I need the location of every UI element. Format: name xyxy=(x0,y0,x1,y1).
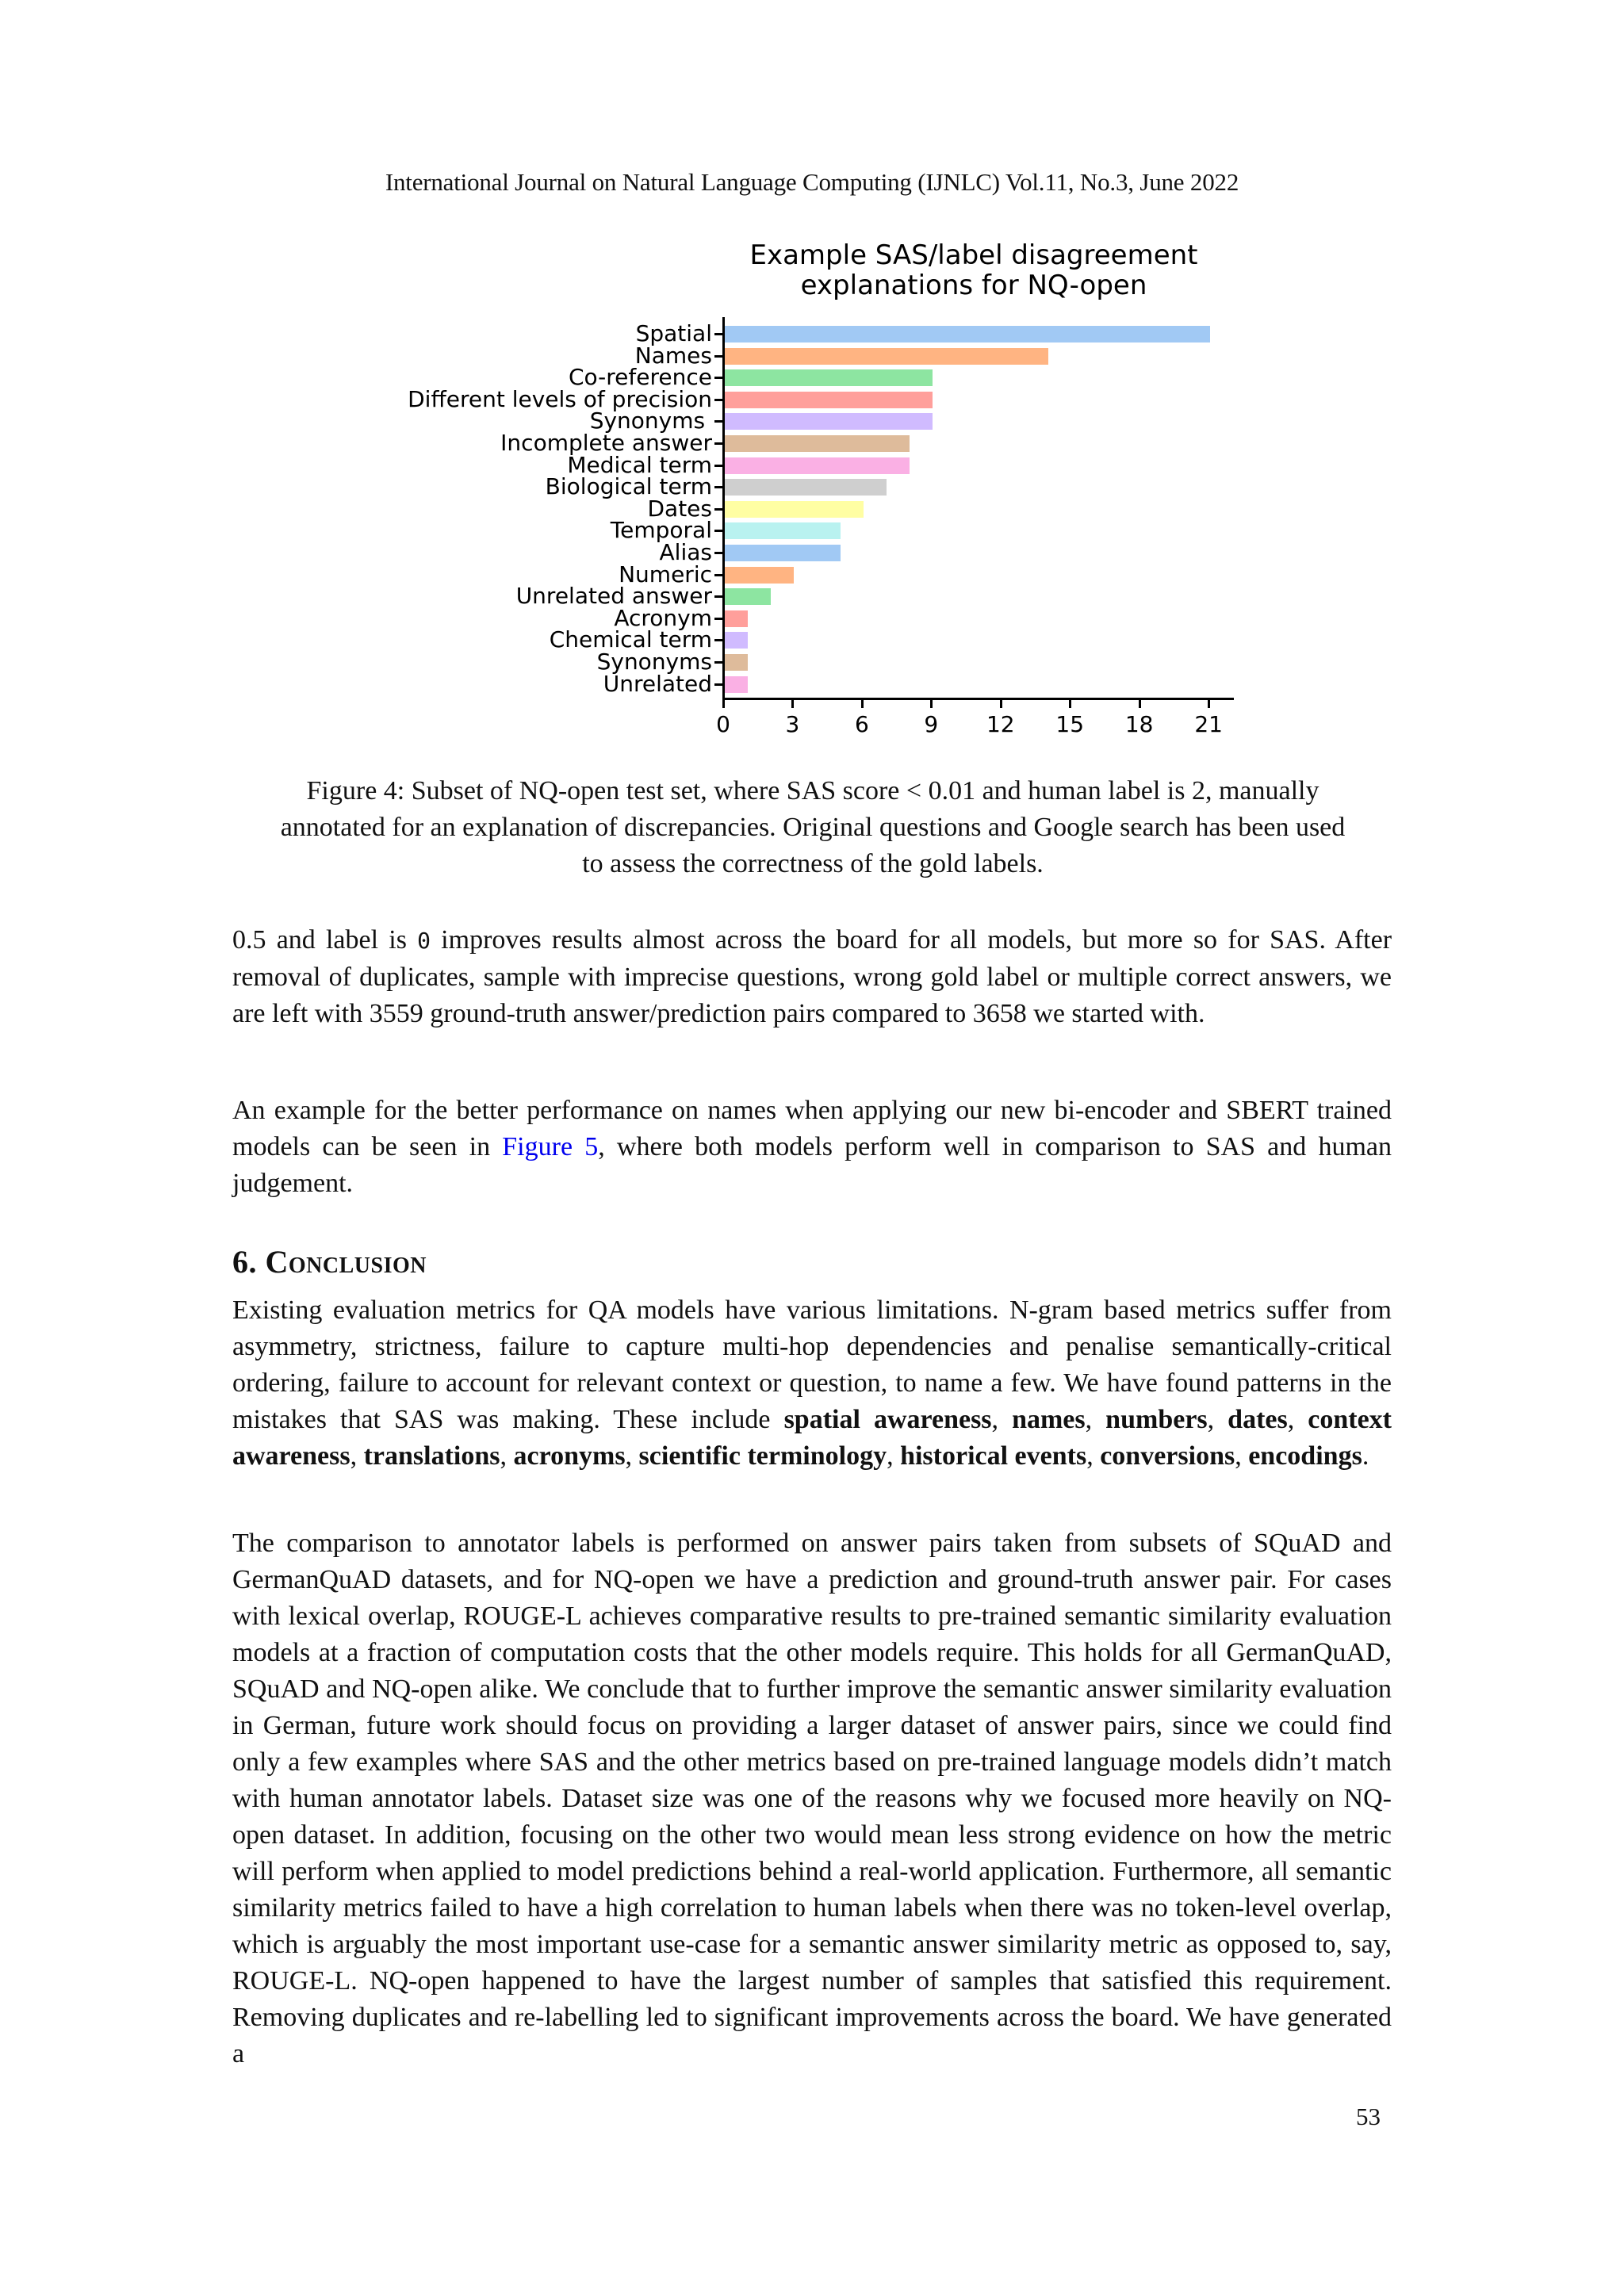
bar xyxy=(725,413,933,430)
y-tick-label: Acronym xyxy=(614,604,712,631)
x-tick-label: 12 xyxy=(986,711,1015,737)
para2-text-a: An example for the better performance on names when applying our new bi-encoder and SBERT trained models can be seen in xyxy=(232,1096,1392,1161)
bar xyxy=(725,588,771,605)
y-tick-label: Synonyms xyxy=(596,649,712,675)
bar xyxy=(725,632,748,649)
bold-term: conversions xyxy=(1100,1441,1235,1471)
bar xyxy=(725,435,910,452)
plot-area xyxy=(408,317,1234,737)
figure-caption xyxy=(222,773,1404,882)
chart-title-line-2: explanations for NQ-open xyxy=(800,270,1147,301)
y-tick-label: Incomplete answer xyxy=(500,430,712,456)
bar-row xyxy=(614,604,1234,631)
x-tick-label: 0 xyxy=(716,711,730,737)
bar xyxy=(725,479,887,496)
y-tick-label: Biological term xyxy=(545,473,712,500)
figure-4-chart xyxy=(0,0,1624,761)
paragraph-conclusion-1: Existing evaluation metrics for QA models have various limitations. N-gram based metrics suffer from asymmetry, strictness, failure to capture multi-hop dependencies and penalise semantically-critical ordering, failure to account for relevant context or question, to name a few. We have found patterns in the mistakes that SAS was making. These include spatial awareness, names, numbers, dates, context awareness, translations, acronyms, scientific terminology, historical events, conversions, encodings. xyxy=(232,1295,1392,1471)
bar-row xyxy=(500,430,1234,456)
y-tick-label: Chemical term xyxy=(549,626,712,653)
y-tick-label: Alias xyxy=(659,539,712,565)
y-tick xyxy=(714,552,722,554)
y-tick-label: Temporal xyxy=(610,517,712,544)
bold-term: scientific terminology xyxy=(638,1441,887,1471)
bar-row xyxy=(408,385,1234,412)
bar xyxy=(725,501,864,518)
y-tick-label: Medical term xyxy=(567,451,712,478)
bar-row xyxy=(603,670,1234,697)
chart-title xyxy=(657,240,1291,300)
running-header: International Journal on Natural Language Computing (IJNLC) Vol.11, No.3, June 2022 xyxy=(385,168,1239,196)
y-tick xyxy=(714,442,722,445)
bar-row xyxy=(659,539,1234,565)
bold-term: names xyxy=(1012,1405,1086,1434)
y-tick xyxy=(714,618,722,620)
paragraph-results xyxy=(232,922,1392,1032)
y-tick xyxy=(714,639,722,641)
para1-text-b: improves results almost across the board for all models, but more so for SAS. After removal of duplicates, sample with imprecise questions, wrong gold label or multiple correct answers, we are left with 3559 ground-truth answer/prediction pairs compared to 3658 we started with. xyxy=(232,925,1392,1028)
y-tick-label: Co-reference xyxy=(568,364,712,391)
bar-row xyxy=(549,626,1234,653)
bar xyxy=(725,457,910,474)
page-number: 53 xyxy=(1356,2103,1381,2130)
bar xyxy=(725,348,1048,365)
y-tick xyxy=(714,683,722,686)
y-tick-label: Spatial xyxy=(635,320,712,346)
x-tick-label: 15 xyxy=(1055,711,1085,737)
x-tick xyxy=(791,700,794,708)
paragraph-example xyxy=(232,1093,1392,1202)
figure-5-link[interactable]: Figure 5 xyxy=(502,1132,599,1161)
bold-term: encodings xyxy=(1248,1441,1362,1471)
para1-text-a: 0.5 and label is xyxy=(232,925,418,955)
bold-term: acronyms xyxy=(513,1441,626,1471)
y-tick xyxy=(714,377,722,379)
y-tick-label: Synonyms xyxy=(589,408,712,434)
y-tick xyxy=(714,420,722,423)
caption-line-1: Figure 4: Subset of NQ-open test set, where SAS score < 0.01 and human label is 2, manually xyxy=(306,776,1320,806)
bold-term: numbers xyxy=(1105,1405,1208,1434)
chart-title-line-1: Example SAS/label disagreement xyxy=(749,239,1198,271)
x-tick-label: 18 xyxy=(1124,711,1154,737)
bar-row xyxy=(589,408,1234,434)
bar-row xyxy=(596,649,1234,675)
x-tick-label: 9 xyxy=(924,711,939,737)
caption-line-2: annotated for an explanation of discrepancies. Original questions and Google search has been used xyxy=(280,813,1346,842)
x-tick-label: 3 xyxy=(785,711,800,737)
bar xyxy=(725,522,841,539)
bold-term: spatial awareness xyxy=(783,1405,992,1434)
bar-row xyxy=(567,451,1234,478)
y-tick xyxy=(714,530,722,532)
x-tick-label: 21 xyxy=(1194,711,1223,737)
para2-text-b: , where both models perform well in comparison to SAS and human judgement. xyxy=(232,1132,1392,1198)
x-tick xyxy=(722,700,725,708)
bar-row xyxy=(635,320,1234,346)
para3-text: Existing evaluation metrics for QA models have various limitations. N-gram based metrics suffer from asymmetry, strictness, failure to capture multi-hop dependencies and penalise semantically-critical ordering, failure to account for relevant context or question, to name a few. We have found patterns in the mistakes that SAS was making. These include xyxy=(232,1295,1392,1434)
x-tick-label: 6 xyxy=(854,711,869,737)
bar xyxy=(725,392,933,408)
y-tick xyxy=(714,661,722,664)
y-tick xyxy=(714,595,722,598)
bar-row xyxy=(545,473,1234,500)
paragraph-conclusion-2 xyxy=(232,1525,1392,2072)
bar-row xyxy=(568,364,1234,391)
bar xyxy=(725,676,748,693)
x-tick xyxy=(930,700,933,708)
x-tick xyxy=(1069,700,1071,708)
y-tick-label: Dates xyxy=(647,495,712,522)
y-tick-label: Unrelated answer xyxy=(515,583,712,610)
bold-term: context awareness xyxy=(232,1405,1392,1471)
y-tick-label: Unrelated xyxy=(603,670,712,697)
bar xyxy=(725,326,1210,342)
para4-text: The comparison to annotator labels is performed on answer pairs taken from subsets of SQuAD and GermanQuAD datasets, and for NQ-open we have a prediction and ground-truth answer pair. For cases with lexical overlap, ROUGE-L achieves comparative results to pre-trained semantic similarity evaluation models at a fraction of computation costs that the other models require. This holds for all GermanQuAD, SQuAD and NQ-open alike. We conclude that to further improve the semantic answer similarity evaluation in German, future work should focus on providing a larger dataset of answer pairs, since we could find only a few examples where SAS and the other metrics based on pre-trained language models didn’t match with human annotator labels. Dataset size was one of the reasons why we focused more heavily on NQ-open dataset. In addition, focusing on the other two would mean less strong evidence on how the metric will perform when applied to model predictions behind a real-world application. Furthermore, all semantic similarity metrics failed to have a high correlation to human labels when there was no token-level overlap, which is arguably the most important use-case for a semantic answer similarity metric as opposed to, say, ROUGE-L. NQ-open happened to have the largest number of samples that satisfied this requirement. Removing duplicates and re-labelling led to significant improvements across the board. We have generated a xyxy=(232,1529,1392,2068)
y-tick xyxy=(714,508,722,511)
bar xyxy=(725,654,748,671)
bar xyxy=(725,369,933,386)
bar-row xyxy=(634,342,1234,369)
bar-row xyxy=(619,561,1234,587)
y-tick-label: Names xyxy=(634,342,712,369)
y-tick xyxy=(714,333,722,335)
y-tick xyxy=(714,355,722,358)
x-tick xyxy=(861,700,864,708)
y-tick-label: Different levels of precision xyxy=(408,385,712,412)
y-tick-label: Numeric xyxy=(619,561,712,587)
y-tick xyxy=(714,574,722,576)
y-tick xyxy=(714,399,722,401)
y-tick xyxy=(714,465,722,467)
x-tick xyxy=(1000,700,1002,708)
x-tick xyxy=(1208,700,1210,708)
bar xyxy=(725,545,841,561)
caption-line-3: to assess the correctness of the gold labels. xyxy=(582,849,1044,878)
bold-term: historical events xyxy=(900,1441,1087,1471)
bar xyxy=(725,610,748,627)
x-tick xyxy=(1139,700,1141,708)
x-axis xyxy=(722,698,1234,700)
bar-row xyxy=(515,583,1234,610)
bar xyxy=(725,567,794,584)
bar-row xyxy=(647,495,1234,522)
section-heading-conclusion: 6. Conclusion xyxy=(232,1244,427,1280)
bold-term: translations xyxy=(363,1441,500,1471)
bar-row xyxy=(610,517,1234,544)
y-tick xyxy=(714,486,722,488)
bold-term: dates xyxy=(1228,1405,1288,1434)
inline-code-label: 0 xyxy=(417,928,431,954)
